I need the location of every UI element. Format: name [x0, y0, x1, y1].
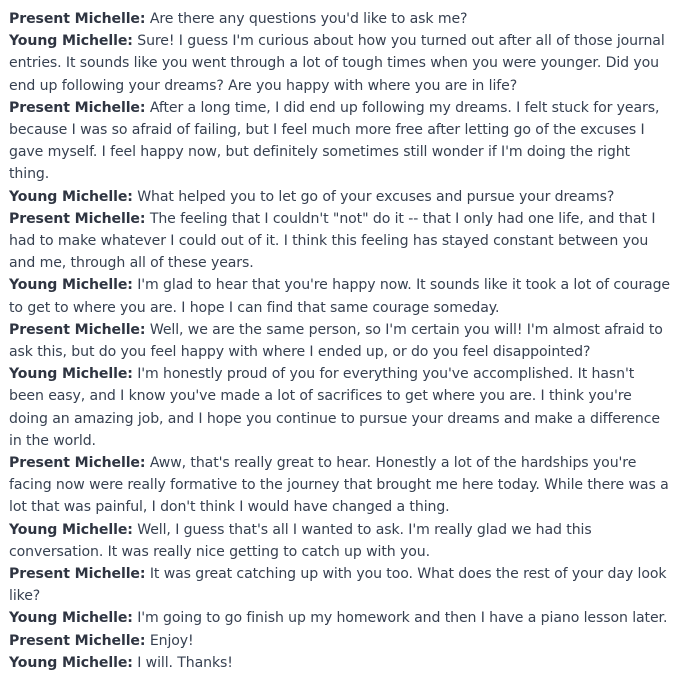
message-text: What helped you to let go of your excuses and pursue your dreams? [137, 188, 615, 205]
message [9, 607, 673, 629]
speaker-label: Young Michelle: [9, 366, 133, 383]
message [9, 97, 673, 186]
speaker-label: Present Michelle: [9, 566, 146, 583]
speaker-label: Young Michelle: [9, 188, 133, 205]
message [9, 8, 673, 30]
message-text: Aww, that's really great to hear. Honestly a lot of the hardships you're facing now were really formative to the journey that brought me here today. While there was a lot that was painful, I don't think I would have changed a thing. [9, 455, 669, 516]
message [9, 363, 673, 452]
message-text: It was great catching up with you too. What does the rest of your day look like? [9, 566, 667, 605]
message-text: I'm glad to hear that you're happy now. It sounds like it took a lot of courage to get to where you are. I hope I can find that same courage someday. [9, 277, 670, 316]
conversation-transcript [9, 8, 673, 674]
speaker-label: Present Michelle: [9, 11, 146, 27]
message [9, 563, 673, 607]
message-text: I'm going to go finish up my homework and then I have a piano lesson later. [137, 610, 668, 627]
speaker-label: Young Michelle: [9, 654, 133, 671]
message-text: Well, we are the same person, so I'm certain you will! I'm almost afraid to ask this, but do you feel happy with where I ended up, or do you feel disappointed? [9, 321, 663, 361]
message-text: Sure! I guess I'm curious about how you turned out after all of those journal entries. It sounds like you went through a lot of tough times when you were younger. Did you end up following your dreams? Are you happy with where you are in life? [9, 33, 665, 94]
speaker-label: Young Michelle: [9, 33, 133, 50]
speaker-label: Present Michelle: [9, 210, 146, 227]
message [9, 630, 673, 652]
message [9, 186, 673, 208]
message [9, 208, 673, 275]
speaker-label: Young Michelle: [9, 610, 133, 627]
message [9, 274, 673, 318]
message-text: After a long time, I did end up following my dreams. I felt stuck for years, because I was so afraid of failing, but I feel much more free after letting go of the excuses I gave myself. I feel happy now, but definitely sometimes still wonder if I'm doing the right thing. [9, 99, 660, 183]
message [9, 519, 673, 563]
message [9, 319, 673, 363]
message [9, 30, 673, 97]
message-text: I will. Thanks! [137, 654, 233, 671]
message-text: Are there any questions you'd like to ask me? [149, 11, 468, 27]
message-text: Enjoy! [149, 632, 194, 649]
message [9, 452, 673, 519]
speaker-label: Young Michelle: [9, 277, 133, 294]
speaker-label: Present Michelle: [9, 455, 146, 472]
speaker-label: Present Michelle: [9, 99, 146, 116]
message-text: I'm honestly proud of you for everything you've accomplished. It hasn't been easy, and I know you've made a lot of sacrifices to get where you are. I think you're doing an amazing job, and I hope you continue to pursue your dreams and make a difference in the world. [9, 366, 660, 449]
message-text: Well, I guess that's all I wanted to ask. I'm really glad we had this conversation. It was really nice getting to catch up with you. [9, 521, 592, 560]
speaker-label: Present Michelle: [9, 321, 146, 338]
message-text: The feeling that I couldn't "not" do it -- that I only had one life, and that I had to make whatever I could out of it. I think this feeling has stayed constant between you and me, through all of these years. [9, 210, 656, 272]
speaker-label: Young Michelle: [9, 521, 133, 538]
speaker-label: Present Michelle: [9, 632, 146, 649]
